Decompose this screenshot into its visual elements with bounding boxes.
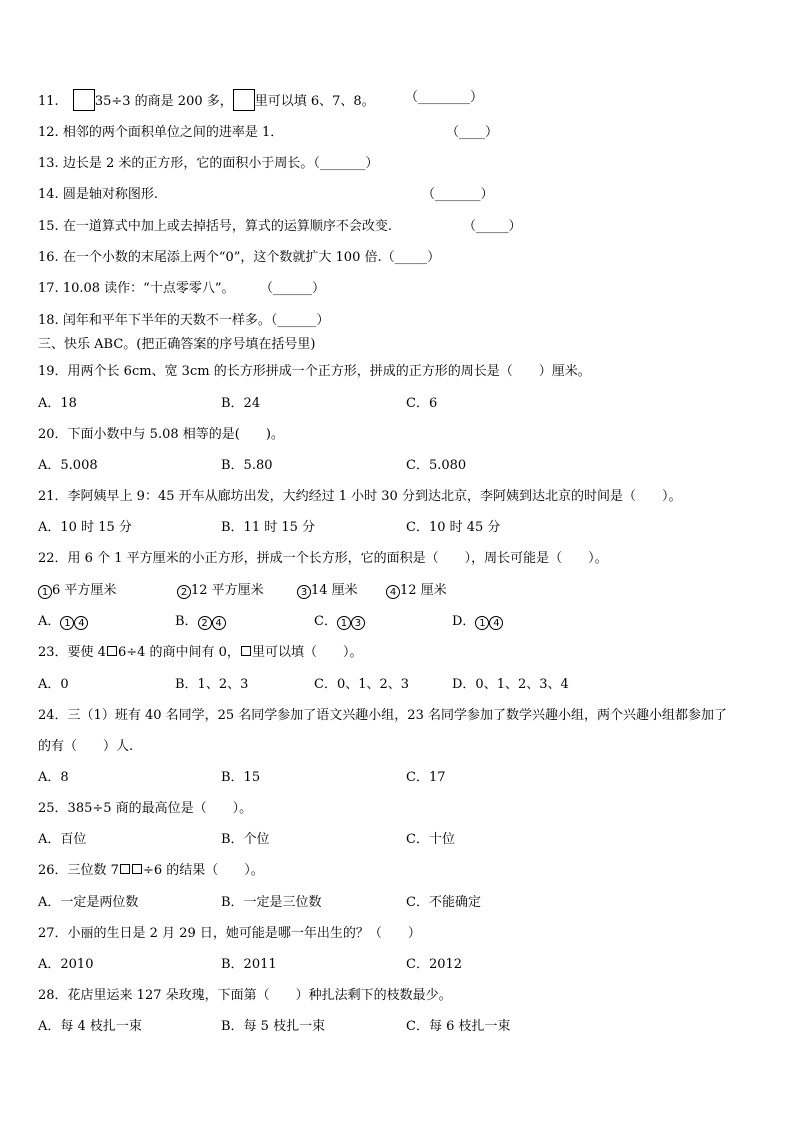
question-25: 25．385÷5 商的最高位是（ ）。 [38, 801, 253, 816]
option-b[interactable]: B．2011 [221, 957, 277, 972]
circled-number-icon: 1 [337, 616, 351, 630]
option-label: C． [314, 614, 337, 629]
question-13 [38, 155, 378, 173]
question-text: 23．要使 4 [38, 645, 106, 660]
question-24: 24．三（1）班有 40 名同学，25 名同学参加了语文兴趣小组，23 名同学参加了数学兴趣小组，两个兴趣小组都参加了 [38, 708, 727, 723]
choice-text: 6 平方厘米 [52, 583, 117, 598]
question-23 [38, 644, 362, 662]
question-14 [38, 186, 494, 204]
question-26 [38, 862, 264, 880]
option-c[interactable]: C．6 [406, 396, 438, 411]
option-a[interactable]: A．10 时 15 分 [38, 520, 132, 535]
question-15 [38, 218, 522, 236]
question-24-cont: 的有（ ）人. [38, 739, 134, 754]
option-a[interactable] [38, 613, 88, 631]
question-text: 6÷4 的商中间有 0， [117, 645, 240, 660]
blank-square-icon [241, 646, 251, 656]
option-a[interactable]: A．一定是两位数 [38, 895, 139, 910]
question-text: ÷6 的结果（ ）。 [142, 863, 264, 878]
question-12 [38, 124, 499, 142]
option-b[interactable]: B．每 5 枝扎一束 [221, 1019, 326, 1034]
option-b[interactable]: B．11 时 15 分 [221, 520, 316, 535]
answer-box[interactable] [233, 89, 255, 111]
circled-number-icon: 3 [297, 585, 311, 599]
circled-number-icon: 4 [386, 585, 400, 599]
question-text: 26．三位数 7 [38, 863, 119, 878]
option-a[interactable]: A．5.008 [38, 458, 98, 473]
option-b[interactable] [175, 613, 226, 631]
circled-number-icon: 4 [212, 616, 226, 630]
option-c[interactable] [314, 613, 365, 631]
circled-number-icon: 4 [489, 616, 503, 630]
choice-text: 14 厘米 [311, 583, 358, 598]
question-number: 15. [38, 219, 59, 234]
question-text: 闰年和平年下半年的天数不一样多。 [62, 313, 271, 328]
option-a[interactable]: A．18 [38, 396, 77, 411]
question-20: 20．下面小数中与 5.08 相等的是( )。 [38, 427, 284, 442]
circled-number-icon: 3 [351, 616, 365, 630]
section-3-title: 三、快乐 ABC。(把正确答案的序号填在括号里) [38, 337, 316, 352]
answer-paren[interactable]: （______） [270, 313, 330, 328]
answer-paren[interactable]: （_______） [422, 187, 494, 202]
option-c[interactable]: C．每 6 枝扎一束 [406, 1019, 511, 1034]
answer-paren[interactable]: （_____） [463, 219, 522, 234]
blank-square-icon [132, 864, 142, 874]
blank-square-icon [120, 864, 130, 874]
option-b[interactable]: B．24 [221, 396, 261, 411]
option-d[interactable]: D．0、1、2、3、4 [452, 677, 569, 692]
circled-number-icon: 1 [475, 616, 489, 630]
question-text: 里可以填（ ）。 [251, 645, 363, 660]
option-c[interactable]: C．17 [406, 770, 446, 785]
option-b[interactable]: B．一定是三位数 [221, 895, 322, 910]
answer-paren[interactable]: （____） [446, 125, 499, 140]
option-c[interactable]: C．0、1、2、3 [314, 677, 410, 692]
question-number: 13. [38, 156, 59, 171]
question-number: 16. [38, 250, 59, 265]
question-19: 19．用两个长 6cm、宽 3cm 的长方形拼成一个正方形，拼成的正方形的周长是（ ）厘米。 [38, 364, 591, 379]
choice-2 [177, 582, 264, 600]
question-number: 14. [38, 187, 59, 202]
question-text: 35÷3 的商是 200 多， [94, 94, 233, 109]
option-b[interactable]: B．15 [221, 770, 261, 785]
choice-text: 12 平方厘米 [191, 583, 264, 598]
option-a[interactable]: A．0 [38, 677, 69, 692]
question-22: 22．用 6 个 1 平方厘米的小正方形，拼成一个长方形，它的面积是（ ），周长可能是（ ）。 [38, 551, 608, 566]
circled-number-icon: 2 [198, 616, 212, 630]
option-c[interactable]: C．不能确定 [406, 895, 481, 910]
question-number: 18. [38, 313, 59, 328]
option-c[interactable]: C．2012 [406, 957, 463, 972]
question-text: 10.08 读作：“十点零零八”。 [62, 281, 235, 296]
question-number: 17. [38, 281, 59, 296]
circled-number-icon: 4 [74, 616, 88, 630]
option-d[interactable] [452, 613, 503, 631]
option-c[interactable]: C．5.080 [406, 458, 467, 473]
question-text: 相邻的两个面积单位之间的进率是 1． [62, 125, 284, 140]
question-text: 圆是轴对称图形. [62, 187, 158, 202]
question-21: 21．李阿姨早上 9：45 开车从廊坊出发，大约经过 1 小时 30 分到达北京，李阿姨到达北京的时间是（ ）。 [38, 489, 682, 504]
question-18 [38, 312, 329, 330]
question-text: 里可以填 6、7、8。 [254, 94, 375, 109]
option-a[interactable]: A．8 [38, 770, 69, 785]
choice-3 [297, 582, 358, 600]
circled-number-icon: 2 [177, 585, 191, 599]
answer-box[interactable] [73, 89, 95, 111]
option-label: B． [175, 614, 198, 629]
choice-text: 12 厘米 [400, 583, 447, 598]
blank-square-icon [107, 646, 117, 656]
option-b[interactable]: B．个位 [221, 832, 270, 847]
option-a[interactable]: A．每 4 枝扎一束 [38, 1019, 142, 1034]
option-label: D． [452, 614, 476, 629]
option-b[interactable]: B．1、2、3 [175, 677, 249, 692]
question-text: 在一个小数的末尾添上两个“0”，这个数就扩大 100 倍. [62, 250, 382, 265]
option-a[interactable]: A．百位 [38, 832, 87, 847]
option-a[interactable]: A．2010 [38, 957, 94, 972]
question-text: 在一道算式中加上或去掉括号，算式的运算顺序不会改变. [62, 219, 392, 234]
question-16 [38, 249, 440, 267]
option-label: A． [38, 614, 61, 629]
question-text: 边长是 2 米的正方形，它的面积小于周长。 [62, 156, 314, 171]
answer-paren[interactable]: （______） [260, 281, 326, 296]
question-11 [38, 89, 484, 111]
circled-number-icon: 1 [38, 585, 52, 599]
choice-4 [386, 582, 447, 600]
question-28: 28．花店里运来 127 朵玫瑰，下面第（ ）种扎法剩下的枝数最少。 [38, 988, 452, 1003]
question-number: 11. [38, 94, 59, 109]
choice-1 [38, 582, 116, 600]
answer-paren[interactable]: （_____） [381, 250, 441, 265]
option-b[interactable]: B．5.80 [221, 458, 273, 473]
answer-paren[interactable]: （________） [405, 90, 484, 105]
question-number: 12. [38, 125, 59, 140]
question-17 [38, 280, 326, 298]
option-c[interactable]: C．10 时 45 分 [406, 520, 501, 535]
question-27: 27．小丽的生日是 2 月 29 日，她可能是哪一年出生的？（ ） [38, 926, 421, 941]
answer-paren[interactable]: （_______） [313, 156, 379, 171]
circled-number-icon: 1 [60, 616, 74, 630]
option-c[interactable]: C．十位 [406, 832, 455, 847]
